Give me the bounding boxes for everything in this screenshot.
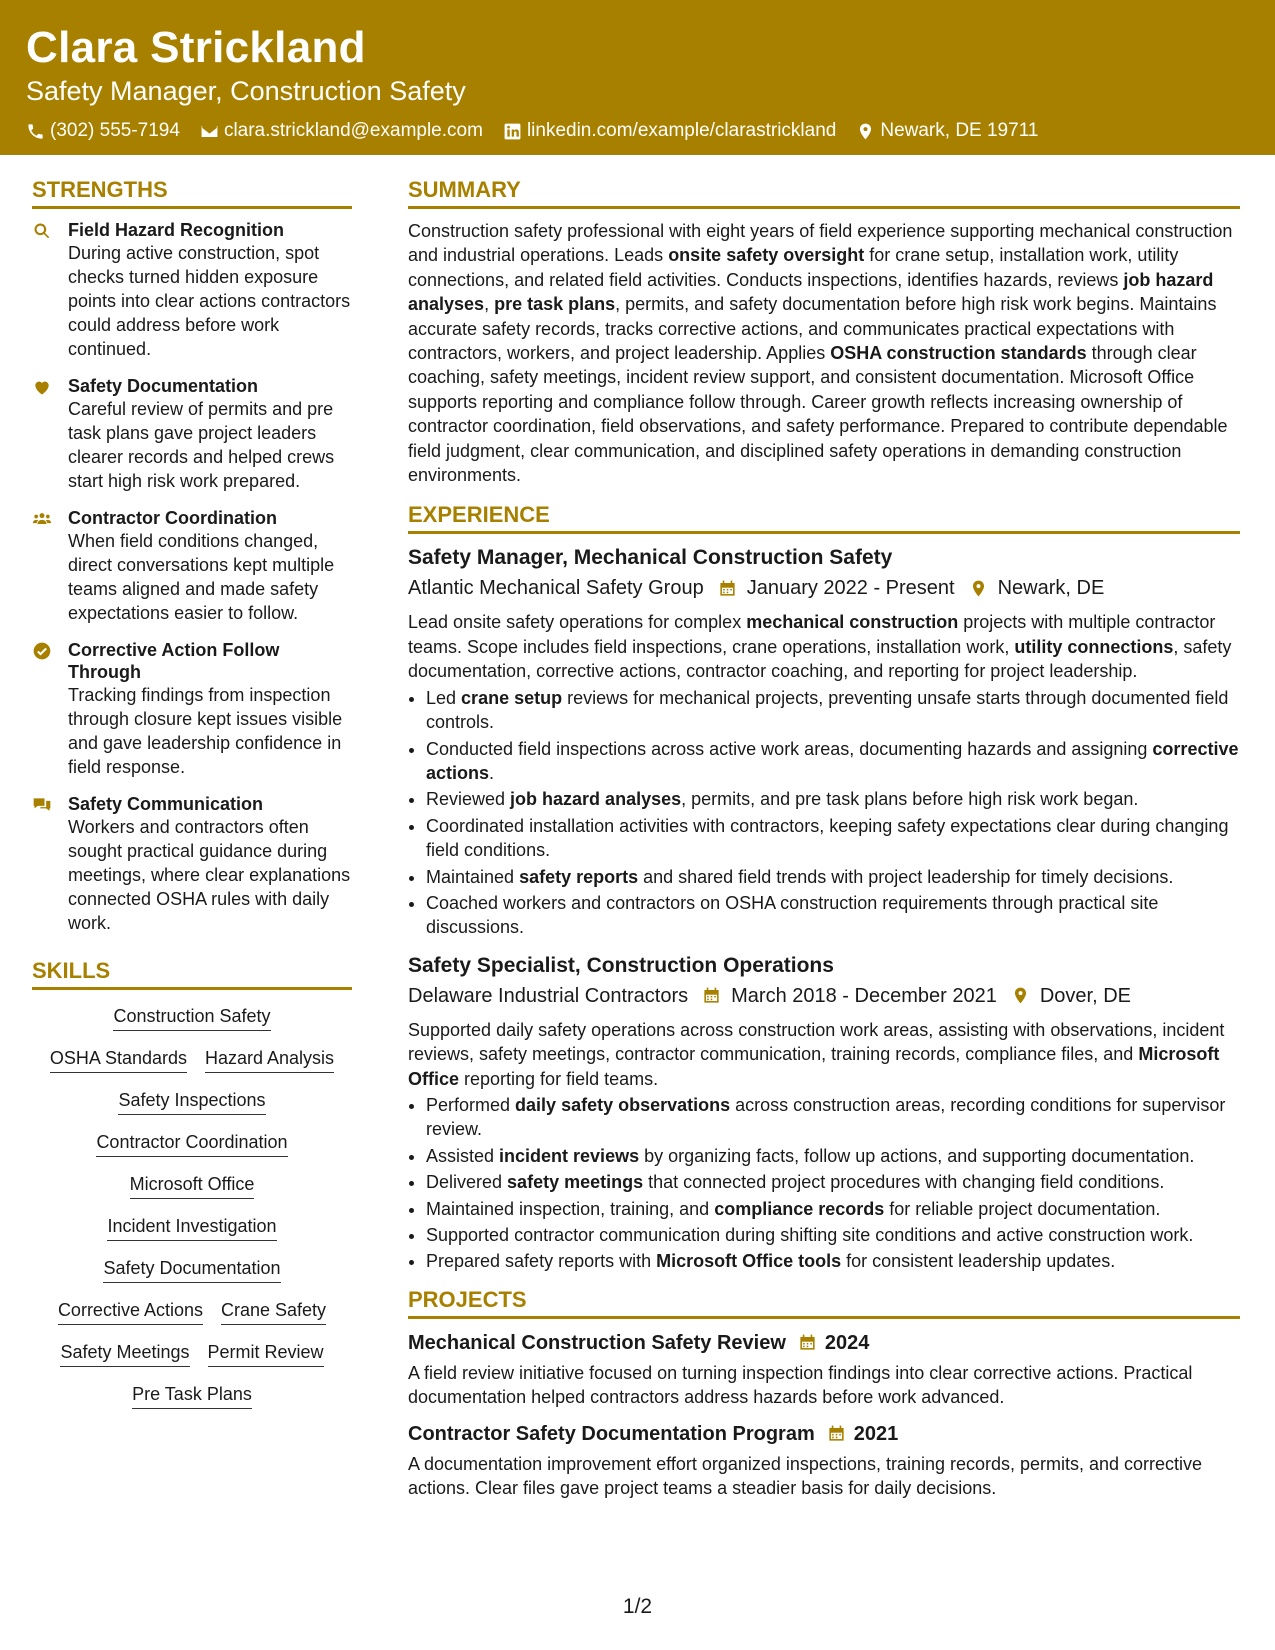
- strength-name: Contractor Coordination: [68, 508, 277, 528]
- resume-header: [0, 0, 1275, 155]
- bullet-item: [426, 814, 1240, 863]
- search-icon: [32, 221, 52, 241]
- bold-text: Microsoft Office: [408, 1044, 1220, 1089]
- text-run: Maintained inspection, training, and: [426, 1198, 715, 1219]
- bold-text: Microsoft Office tools: [656, 1251, 842, 1272]
- bullet-item: [426, 1197, 1240, 1221]
- job-company: Atlantic Mechanical Safety Group: [408, 577, 704, 600]
- text-run: , permits, and safety documentation before high risk work begins. Maintains accurate safety records, tracks corrective actions, and communicates practical expectations with contractors, workers, and project leadership. Applies: [408, 294, 1217, 364]
- bold-text: daily safety observations: [515, 1094, 731, 1115]
- text-run: for crane setup, installation work, utility connections, and related field activities. Conducts inspections, identifies hazards, reviews: [408, 245, 1179, 290]
- contact-bar: [26, 119, 1249, 143]
- projects-heading: PROJECTS: [408, 1286, 1240, 1319]
- text-run: that connected project procedures with changing field conditions.: [643, 1172, 1165, 1193]
- job-location: Newark, DE: [997, 577, 1105, 600]
- bold-text: compliance records: [714, 1198, 885, 1219]
- strength-item: [32, 507, 352, 625]
- skills-list: [32, 1000, 352, 1409]
- left-column: [32, 176, 352, 1424]
- text-run: Coordinated installation activities with contractors, keeping safety expectations clear during changing field conditions.: [426, 815, 1229, 861]
- skill-tag: Hazard Analysis: [205, 1046, 334, 1073]
- bold-text: incident reviews: [499, 1145, 640, 1166]
- bold-text: pre task plans: [494, 294, 616, 315]
- text-run: Performed: [426, 1094, 516, 1115]
- candidate-title: Safety Manager, Construction Safety: [26, 76, 466, 106]
- bullet-item: [426, 686, 1240, 735]
- job-company: Delaware Industrial Contractors: [408, 984, 689, 1007]
- job-entry: [408, 952, 1240, 1274]
- bullet-item: [426, 1223, 1240, 1247]
- text-run: Supported daily safety operations across construction work areas, assisting with observations, incident reviews, safety meetings, contractor communication, training records, compliance files, and: [408, 1019, 1225, 1065]
- strength-desc: Tracking findings from inspection through closure kept issues visible and gave leadership confidence in field response.: [68, 685, 343, 777]
- experience-heading: EXPERIENCE: [408, 501, 1240, 534]
- text-run: Maintained: [426, 866, 520, 887]
- bullet-item: [426, 865, 1240, 889]
- email-text[interactable]: clara.strickland@example.com: [223, 120, 483, 141]
- text-run: , safety documentation, corrective actions, contractor coaching, and reporting for project leadership.: [408, 636, 1232, 682]
- strength-name: Corrective Action Follow Through: [68, 640, 280, 682]
- phone-icon: [26, 122, 45, 141]
- job-meta: [408, 982, 1240, 1010]
- text-run: Coached workers and contractors on OSHA construction requirements through practical site discussions.: [426, 892, 1159, 938]
- map-marker-icon: [969, 579, 988, 598]
- comments-icon: [32, 795, 52, 815]
- users-icon: [32, 509, 52, 529]
- bold-text: job hazard analyses: [408, 269, 1214, 315]
- envelope-icon: [200, 122, 219, 141]
- job-description: [408, 610, 1240, 683]
- bullet-item: [426, 1249, 1240, 1273]
- project-name: Mechanical Construction Safety Review: [408, 1331, 786, 1354]
- strength-desc: During active construction, spot checks turned hidden exposure points into clear actions contractors could address before work continued.: [68, 243, 351, 359]
- text-run: for consistent leadership updates.: [841, 1251, 1116, 1272]
- skill-tag: Safety Inspections: [118, 1088, 265, 1115]
- bullet-item: [426, 1170, 1240, 1194]
- text-run: Led: [426, 687, 462, 708]
- bold-text: crane setup: [461, 687, 563, 708]
- skill-tag: Corrective Actions: [58, 1298, 203, 1325]
- calendar-icon: [827, 1424, 846, 1443]
- skills-heading: SKILLS: [32, 957, 352, 990]
- strength-item: [32, 793, 352, 935]
- project-year: 2021: [853, 1422, 899, 1445]
- strengths-heading: STRENGTHS: [32, 176, 352, 209]
- job-location: Dover, DE: [1039, 984, 1131, 1007]
- skill-tag: Permit Review: [208, 1340, 324, 1367]
- text-run: across construction areas, recording conditions for supervisor review.: [426, 1094, 1226, 1140]
- text-run: through clear coaching, safety meetings, incident review support, and consistent documentation. Microsoft Office supports reporting and compliance follow through. Career growth reflects increasing ownership of contractor coordination, field observations, and safety performance. Prepared to contribute dependable field judgment, clear communication, and disciplined safety operations in demanding construction environments.: [408, 343, 1228, 486]
- map-marker-icon: [856, 122, 875, 141]
- strength-name: Safety Communication: [68, 794, 264, 814]
- calendar-icon: [718, 579, 737, 598]
- text-run: Lead onsite safety operations for complex: [408, 612, 747, 633]
- job-description: [408, 1018, 1240, 1091]
- job-entry: [408, 544, 1240, 939]
- strength-desc: Careful review of permits and pre task plans gave project leaders clearer records and helped crews start high risk work prepared.: [68, 399, 335, 491]
- text-run: , permits, and pre task plans before high risk work began.: [681, 789, 1139, 810]
- contact-linkedin[interactable]: [503, 119, 836, 143]
- heart-icon: [32, 377, 52, 397]
- strength-desc: When field conditions changed, direct conversations kept multiple teams aligned and made safety expectations easier to follow.: [68, 531, 335, 623]
- contact-location: [856, 119, 1038, 143]
- text-run: reporting for field teams.: [459, 1068, 659, 1089]
- text-run: Assisted: [426, 1145, 500, 1166]
- phone-text: (302) 555-7194: [50, 120, 180, 141]
- right-column: [408, 176, 1240, 1500]
- text-run: Conducted field inspections across active work areas, documenting hazards and assigning: [426, 738, 1153, 759]
- location-text: Newark, DE 19711: [880, 120, 1039, 141]
- strength-item: [32, 375, 352, 493]
- text-run: Delivered: [426, 1172, 508, 1193]
- contact-phone: [26, 119, 180, 143]
- project-entry: [408, 1420, 1240, 1501]
- bold-text: job hazard analyses: [510, 789, 682, 810]
- bullet-item: [426, 787, 1240, 811]
- summary-heading: SUMMARY: [408, 176, 1240, 209]
- job-meta: [408, 574, 1240, 602]
- skill-tag: Safety Meetings: [60, 1340, 189, 1367]
- project-entry: [408, 1329, 1240, 1410]
- job-bullets: [408, 1093, 1240, 1274]
- candidate-name: Clara Strickland: [26, 23, 366, 72]
- skill-tag: Incident Investigation: [107, 1214, 276, 1241]
- text-run: ,: [484, 294, 495, 315]
- bold-text: utility connections: [1014, 636, 1174, 657]
- strength-desc: Workers and contractors often sought practical guidance during meetings, where clear explanations connected OSHA rules with daily work.: [68, 817, 351, 933]
- strength-item: [32, 219, 352, 361]
- text-run: Supported contractor communication during shifting site conditions and active construction work.: [426, 1225, 1194, 1245]
- project-desc: A field review initiative focused on turning inspection findings into clear corrective actions. Practical documentation helped contractors address hazards before work advanced.: [408, 1362, 1193, 1408]
- project-year: 2024: [824, 1331, 870, 1354]
- skill-tag: Microsoft Office: [130, 1172, 255, 1199]
- bullet-item: [426, 891, 1240, 940]
- linkedin-icon: [503, 122, 522, 141]
- job-title: Safety Specialist, Construction Operations: [408, 953, 834, 977]
- page-number: 1/2: [622, 1595, 653, 1618]
- bullet-item: [426, 1093, 1240, 1142]
- calendar-icon: [702, 986, 721, 1005]
- bold-text: mechanical construction: [746, 612, 959, 633]
- text-run: for reliable project documentation.: [884, 1198, 1161, 1219]
- text-run: reviews for mechanical projects, preventing unsafe starts through documented field controls.: [426, 687, 1229, 733]
- text-run: Reviewed: [426, 789, 511, 810]
- text-run: and shared field trends with project leadership for timely decisions.: [638, 866, 1174, 887]
- text-run: projects with multiple contractor teams. Scope includes field inspections, crane operations, installation work,: [408, 612, 1216, 657]
- skill-tag: Contractor Coordination: [96, 1130, 287, 1157]
- text-run: .: [489, 762, 495, 783]
- skill-tag: Safety Documentation: [103, 1256, 280, 1283]
- project-name: Contractor Safety Documentation Program: [408, 1422, 815, 1445]
- job-title: Safety Manager, Mechanical Construction Safety: [408, 546, 893, 570]
- bold-text: safety meetings: [507, 1172, 644, 1193]
- bullet-item: [426, 1144, 1240, 1168]
- strength-name: Field Hazard Recognition: [68, 220, 285, 240]
- summary-text: [408, 219, 1240, 487]
- contact-email[interactable]: [200, 119, 483, 143]
- skill-tag: Crane Safety: [221, 1298, 326, 1325]
- skill-tag: OSHA Standards: [50, 1046, 187, 1073]
- job-dates: March 2018 - December 2021: [731, 984, 997, 1007]
- bold-text: onsite safety oversight: [668, 245, 865, 266]
- text-run: Prepared safety reports with: [426, 1251, 657, 1272]
- bold-text: OSHA construction standards: [830, 343, 1087, 364]
- strength-item: [32, 639, 352, 779]
- calendar-icon: [798, 1333, 817, 1352]
- linkedin-text[interactable]: linkedin.com/example/clarastrickland: [526, 120, 837, 141]
- job-dates: January 2022 - Present: [746, 577, 955, 600]
- bullet-item: [426, 737, 1240, 786]
- bold-text: corrective actions: [426, 738, 1239, 783]
- text-run: by organizing facts, follow up actions, and supporting documentation.: [639, 1145, 1195, 1166]
- strength-name: Safety Documentation: [68, 376, 259, 396]
- bold-text: safety reports: [519, 866, 639, 887]
- map-marker-icon: [1011, 986, 1030, 1005]
- skill-tag: Pre Task Plans: [132, 1382, 252, 1409]
- text-run: Construction safety professional with eight years of field experience supporting mechanical construction and industrial operations. Leads: [408, 221, 1233, 266]
- skill-tag: Construction Safety: [113, 1004, 270, 1031]
- check-circle-icon: [32, 641, 52, 661]
- project-desc: A documentation improvement effort organized inspections, training records, permits, and corrective actions. Clear files gave project teams a steadier basis for daily decisions.: [408, 1453, 1203, 1499]
- job-bullets: [408, 686, 1240, 940]
